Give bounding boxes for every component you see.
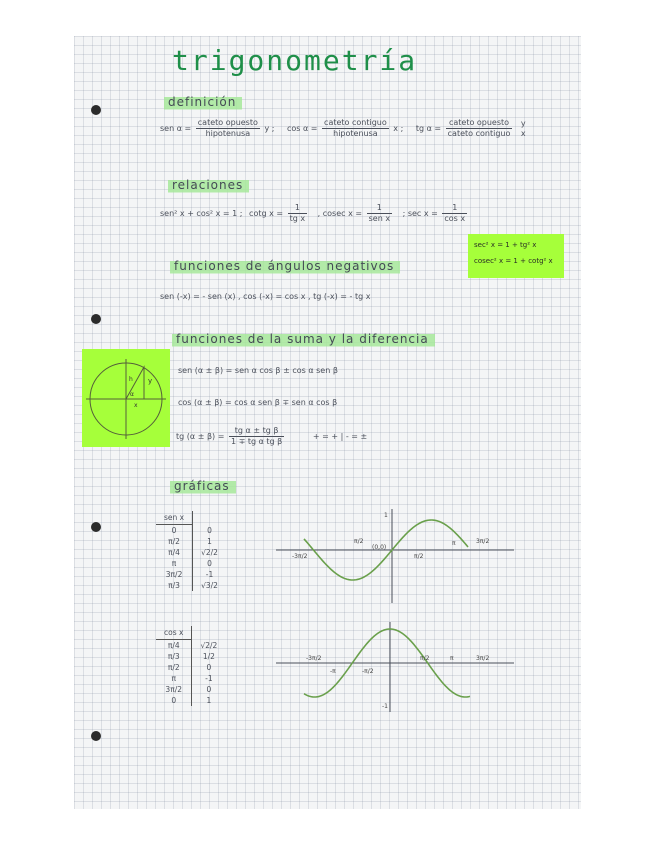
angle-label: α bbox=[130, 391, 134, 398]
angle-cell: 3π/2 bbox=[156, 569, 193, 580]
cotg-fraction: $\frac{1}{\text{tg x}}$ bbox=[289, 203, 306, 223]
sen-fraction: $\frac{\text{cateto opuesto}}{\text{hipotenusa}}$ bbox=[197, 118, 258, 138]
angle-cell: π/2 bbox=[156, 662, 192, 673]
sin-label-pi2: π/2 bbox=[414, 553, 424, 560]
suma-sen: sen (α ± β) = sen α cos β ± cos α sen β bbox=[178, 366, 338, 375]
tg-sum-fraction: $\frac{\text{tg α ± tg β}}{\text{1 ∓ tg α tg β}}$ bbox=[230, 426, 283, 446]
section-graficas: gráficas bbox=[170, 477, 236, 496]
definicion-formulas bbox=[160, 118, 530, 139]
cos-table-header-value bbox=[192, 626, 225, 640]
sen-lhs: sen α = bbox=[160, 124, 192, 133]
value-cell: -1 bbox=[205, 570, 214, 579]
cos-label-negpi2: -π/2 bbox=[362, 668, 374, 675]
section-relaciones: relaciones bbox=[168, 176, 249, 195]
table-row bbox=[156, 569, 226, 580]
table-row bbox=[156, 695, 225, 706]
value-cell: 0 bbox=[206, 685, 212, 694]
binder-hole bbox=[91, 731, 101, 741]
sticky-line-1: sec² x = 1 + tg² x bbox=[474, 241, 537, 249]
sign-rules: + = + | - = ± bbox=[312, 432, 368, 441]
angle-cell: π/4 bbox=[156, 640, 192, 652]
cos-label-pi: π bbox=[450, 655, 454, 662]
value-cell: 0 bbox=[206, 663, 212, 672]
angle-cell: π bbox=[156, 558, 193, 569]
suma-tg bbox=[176, 426, 367, 447]
cos-label-neg3pi2: -3π/2 bbox=[306, 655, 322, 662]
table-row bbox=[156, 580, 226, 591]
value-cell: 0 bbox=[207, 525, 212, 535]
value-cell: 0 bbox=[207, 559, 212, 568]
angle-cell: π/2 bbox=[156, 536, 193, 547]
table-row bbox=[156, 640, 225, 652]
binder-hole bbox=[91, 522, 101, 532]
angle-cell: 3π/2 bbox=[156, 684, 192, 695]
cosec-fraction: $\frac{1}{\text{sen x}}$ bbox=[368, 203, 391, 223]
sticky-line-2: cosec² x = 1 + cotg² x bbox=[474, 257, 553, 265]
pythagorean-identity: sen² x + cos² x = 1 ; bbox=[160, 209, 243, 218]
negativos-formula: sen (-x) = - sen (x) , cos (-x) = cos x , tg (-x) = - tg x bbox=[160, 292, 371, 301]
sin-label-pi2-left: π/2 bbox=[354, 538, 364, 545]
table-row bbox=[156, 684, 225, 695]
table-row bbox=[156, 662, 225, 673]
sin-label-3pi2: 3π/2 bbox=[476, 538, 490, 545]
sin-label-neg3pi2: -3π/2 bbox=[292, 553, 308, 560]
sec-lhs: ; sec x = bbox=[402, 209, 438, 218]
cos-label-negpi: -π bbox=[330, 668, 336, 675]
section-negativos: funciones de ángulos negativos bbox=[170, 257, 400, 276]
value-cell: -1 bbox=[205, 674, 213, 683]
tg-lhs: tg α = bbox=[415, 124, 442, 133]
cos-lhs: cos α = bbox=[286, 124, 318, 133]
sin-label-origin: (0,0) bbox=[372, 544, 387, 551]
tg-fraction: $\frac{\text{cateto opuesto}}{\text{cateto contiguo}}$ bbox=[447, 118, 511, 138]
table-row bbox=[156, 651, 225, 662]
cos-value-table bbox=[156, 626, 225, 706]
sen-table-header-value bbox=[193, 511, 226, 525]
cosine-graph bbox=[270, 620, 520, 716]
opposite-label: y bbox=[148, 377, 153, 385]
sen-value-table bbox=[156, 511, 226, 591]
angle-cell: π/3 bbox=[156, 580, 193, 591]
value-cell: 1 bbox=[206, 696, 212, 705]
cotg-lhs: cotg x = bbox=[249, 209, 284, 218]
cos-label-pi2: π/2 bbox=[420, 655, 430, 662]
tg-sum-lhs: tg (α ± β) = bbox=[176, 432, 225, 441]
cos-tail: x ; bbox=[393, 124, 404, 133]
sec-fraction: $\frac{1}{\text{cos x}}$ bbox=[444, 203, 466, 223]
value-cell: √2/2 bbox=[201, 548, 218, 557]
tg-tail: y x bbox=[520, 118, 526, 138]
binder-hole bbox=[91, 105, 101, 115]
sticky-note-circle bbox=[82, 349, 170, 447]
unit-circle-diagram bbox=[82, 349, 170, 447]
value-cell: √3/2 bbox=[201, 581, 218, 590]
table-row bbox=[156, 673, 225, 684]
sin-label-pi: π bbox=[452, 540, 456, 547]
relaciones-formulas bbox=[160, 203, 469, 224]
sticky-note-identities bbox=[468, 234, 564, 278]
page-title: trigonometría bbox=[172, 44, 418, 77]
cos-fraction: $\frac{\text{cateto contiguo}}{\text{hipotenusa}}$ bbox=[324, 118, 387, 138]
binder-hole bbox=[91, 314, 101, 324]
sin-y-top: 1 bbox=[384, 512, 388, 519]
section-suma-diferencia: funciones de la suma y la diferencia bbox=[172, 330, 435, 349]
sen-table-header: sen x bbox=[156, 511, 193, 525]
value-cell: 1 bbox=[207, 537, 212, 546]
angle-cell: π/4 bbox=[156, 547, 193, 558]
cos-label-3pi2: 3π/2 bbox=[476, 655, 490, 662]
section-definicion: definición bbox=[164, 93, 242, 112]
sine-graph bbox=[270, 505, 520, 605]
adjacent-label: x bbox=[134, 402, 138, 409]
sen-tail: y ; bbox=[264, 124, 275, 133]
table-row bbox=[156, 525, 226, 537]
cos-table-header: cos x bbox=[156, 626, 192, 640]
value-cell: √2/2 bbox=[200, 640, 218, 650]
angle-cell: π bbox=[156, 673, 192, 684]
angle-cell: 0 bbox=[156, 525, 193, 537]
angle-cell: π/3 bbox=[156, 651, 192, 662]
hypotenuse-label: h bbox=[129, 376, 133, 383]
table-row bbox=[156, 558, 226, 569]
angle-cell: 0 bbox=[156, 695, 192, 706]
suma-cos: cos (α ± β) = cos α sen β ∓ sen α cos β bbox=[178, 398, 338, 407]
cos-y-bottom: -1 bbox=[382, 703, 388, 710]
cosec-lhs: , cosec x = bbox=[317, 209, 363, 218]
table-row bbox=[156, 536, 226, 547]
table-row bbox=[156, 547, 226, 558]
value-cell: 1/2 bbox=[202, 652, 215, 661]
